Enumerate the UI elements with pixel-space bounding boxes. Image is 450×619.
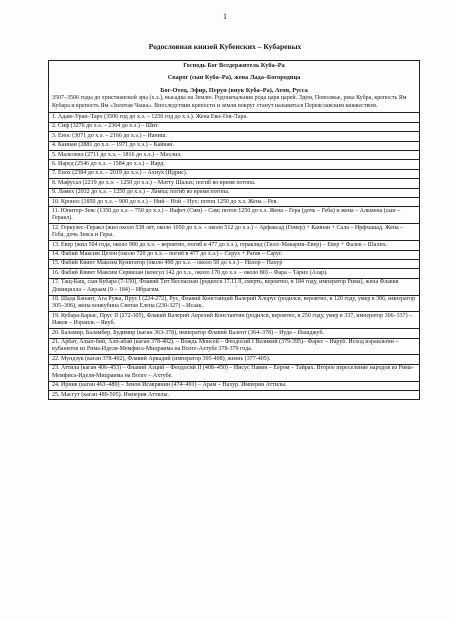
table-row: 1. Адам–Уран–Тарх (3506 год до х.э. – 1250 год до х.э.). Жена Ева–Гея–Тара. bbox=[49, 113, 419, 122]
header-line-2: Сварог (сын Куба–Ра), жена Лада–Богородица bbox=[167, 74, 301, 82]
table-row: 14. Фабий Максим Цезон (около 720 до х.э. – погиб в 477 до х.э.) – Серух + Рагав – Саруг. bbox=[49, 251, 419, 260]
table-row: 21. Арбат, Алып-бий, Алп-абай (каган 378-402). – Вождь Моисей – Феодосий I Великий (379-395)– Фарес – Иаруб. Исход израильтян – кубанитов из Рима-Иделя-Мемфиса-Мицраима на Волге-Ахтубе 378-379 года. bbox=[49, 339, 419, 356]
genealogy-table bbox=[48, 60, 420, 400]
page-number: 1 bbox=[223, 12, 227, 21]
table-row: 10. Кронос (1850 до х.э. – 900 до х.э.) – Ний – Ной – Нух; потоп 1250 до х.э. Жена – Рея. bbox=[49, 198, 419, 207]
table-row: 15. Фабий Квинт Максим Кунктатор (около 490 до х.э. – около 50 до х.э.) – Нахор – Нахур bbox=[49, 260, 419, 269]
table-row: 6. Иаред (2546 до х.э. – 1584 до х.э.) – Иард. bbox=[49, 160, 419, 169]
table-row: 13. Евер (жил 504 года, около 980 до х.э. – вероятно, погиб в 477 до х.э.), гераклид (Гилл–Макария–Евер) – Евер + Фалек – Шалих. bbox=[49, 241, 419, 250]
table-row: 8. Мафусал (2219 до х.э. – 1250 до х.э.) – Матту Шалах; погиб во время потопа. bbox=[49, 179, 419, 188]
table-body bbox=[49, 113, 419, 399]
table-row: 17. Тащ-Бащ, сын Кубара (7-150), Флавий Тит Веспасиан (родился 17.11.9, смерть, вероятно, в 184 году, император Рима), жена Флавия Домицилла – Авраам (9 – 184) – Ибрагим. bbox=[49, 279, 419, 296]
table-row: 25. Масгут (каган 489-505). Империя Аттилы. bbox=[52, 391, 170, 398]
header-line-1: Господь Бог Вседержитель Куба–Ра bbox=[183, 62, 285, 69]
table-row: 23. Аттила (каган 406–453) – Флавий Аэций – Феодосий II (408–450) – Иисус Навин – Еером – Тайрах. Второе переселение народов из Рима-Мемфиса-Иделя-Мицраима на Волге – Ахтубе. bbox=[49, 365, 419, 382]
table-row: 20. Баламир, Баламбер, Будимир (каган 363-378), император Флавий Валент (364–378) – Иуда – Йашджуб. bbox=[49, 329, 419, 338]
table-row: 4. Каинан (2881 до х.э. – 1971 до х.э.) – Кайнан. bbox=[49, 142, 419, 151]
table-row: 18. Шада Банант, Ага Ружа, Прус I (224-272), Рус, Флавий Констанций Валерий Хлорус (родился, вероятно, в 120 году, умер в 306, император 305–306), жена конкубина Святая Елена (230-327) – Исаак. bbox=[49, 296, 419, 313]
table-row: 22. Мундзук (каган 378-402), Флавий Аркадий (император 395-408), жизнь (377-405). bbox=[49, 355, 419, 364]
document-title: Родословная князей Кубенских – Кубаревых bbox=[148, 42, 302, 51]
header-line-3: Бог-Отец, Эфир, Перун (внук Куба–Ра), Атон, Русса bbox=[160, 86, 308, 94]
table-row: 11. Юпитер–Зевс (1350 до х.э. – 750 до х.э.) – Иафет (Сим) – Сам; потоп 1250 до х.э. Жена – Гера (дочь – Геба) и жена – Алкмена (сын – Геракл). bbox=[49, 207, 419, 224]
table-row: 24. Ирник (каган 463–489) – Зенон Исаврянин (474–491) – Арам – Нахур. Империя Аттилы. bbox=[49, 382, 419, 391]
table-row: 7. Енох (2384 до х.э. – 2019 до х.э.) – Ахнух (Идрис). bbox=[49, 170, 419, 179]
table-row: 3. Енос (3071 до х.э. – 2166 до х.э.) – Ианиш. bbox=[49, 132, 419, 141]
table-header bbox=[49, 61, 419, 113]
table-row: 16. Фабий Квинт Максим Сервилан (консул 142 до х.э., около 170 до х.э. – около 80) – Фара – Тарих (Азар). bbox=[49, 269, 419, 278]
header-paragraph: 3507–3506 годы до христианской эры (х.э.), высадка на Землю. Родоначальник рода царя царей. Эдем, Поволжье, река Кубра, крепость Ям Кубара и крепость Ям «Золотая Чаша». Впоследствии крепости и земли вокруг станут называться Переяславским княжеством. bbox=[52, 95, 407, 109]
table-row: 9. Ламех (2032 до х.э. – 1250 до х.э.) – Ламха; погиб во время потопа. bbox=[49, 189, 419, 198]
table-row: 2. Сиф (3276 до х.э. – 2364 до х.э.) – Шит. bbox=[49, 123, 419, 132]
table-row: 5. Малелеил (2711 до х.э. – 1816 до х.э.) – Махлил. bbox=[49, 151, 419, 160]
table-row: 12. Геркулес–Геракл (жил около 538 лет, около 1050 до х.э. – около 512 до х.э.) – Арфаксад (Гомер) + Каинан + Сала – Ирфхашад. Жена – Геба, дочь Зевса и Геры. bbox=[49, 224, 419, 241]
table-row: 19. Кубара-Барыс, Прус II (272-305), Флавий Валерий Аврелий Константин (родился, вероятно, в 250 году, умер в 337, император 306–337) – Иаков – Израиль – Якуб. bbox=[49, 312, 419, 329]
